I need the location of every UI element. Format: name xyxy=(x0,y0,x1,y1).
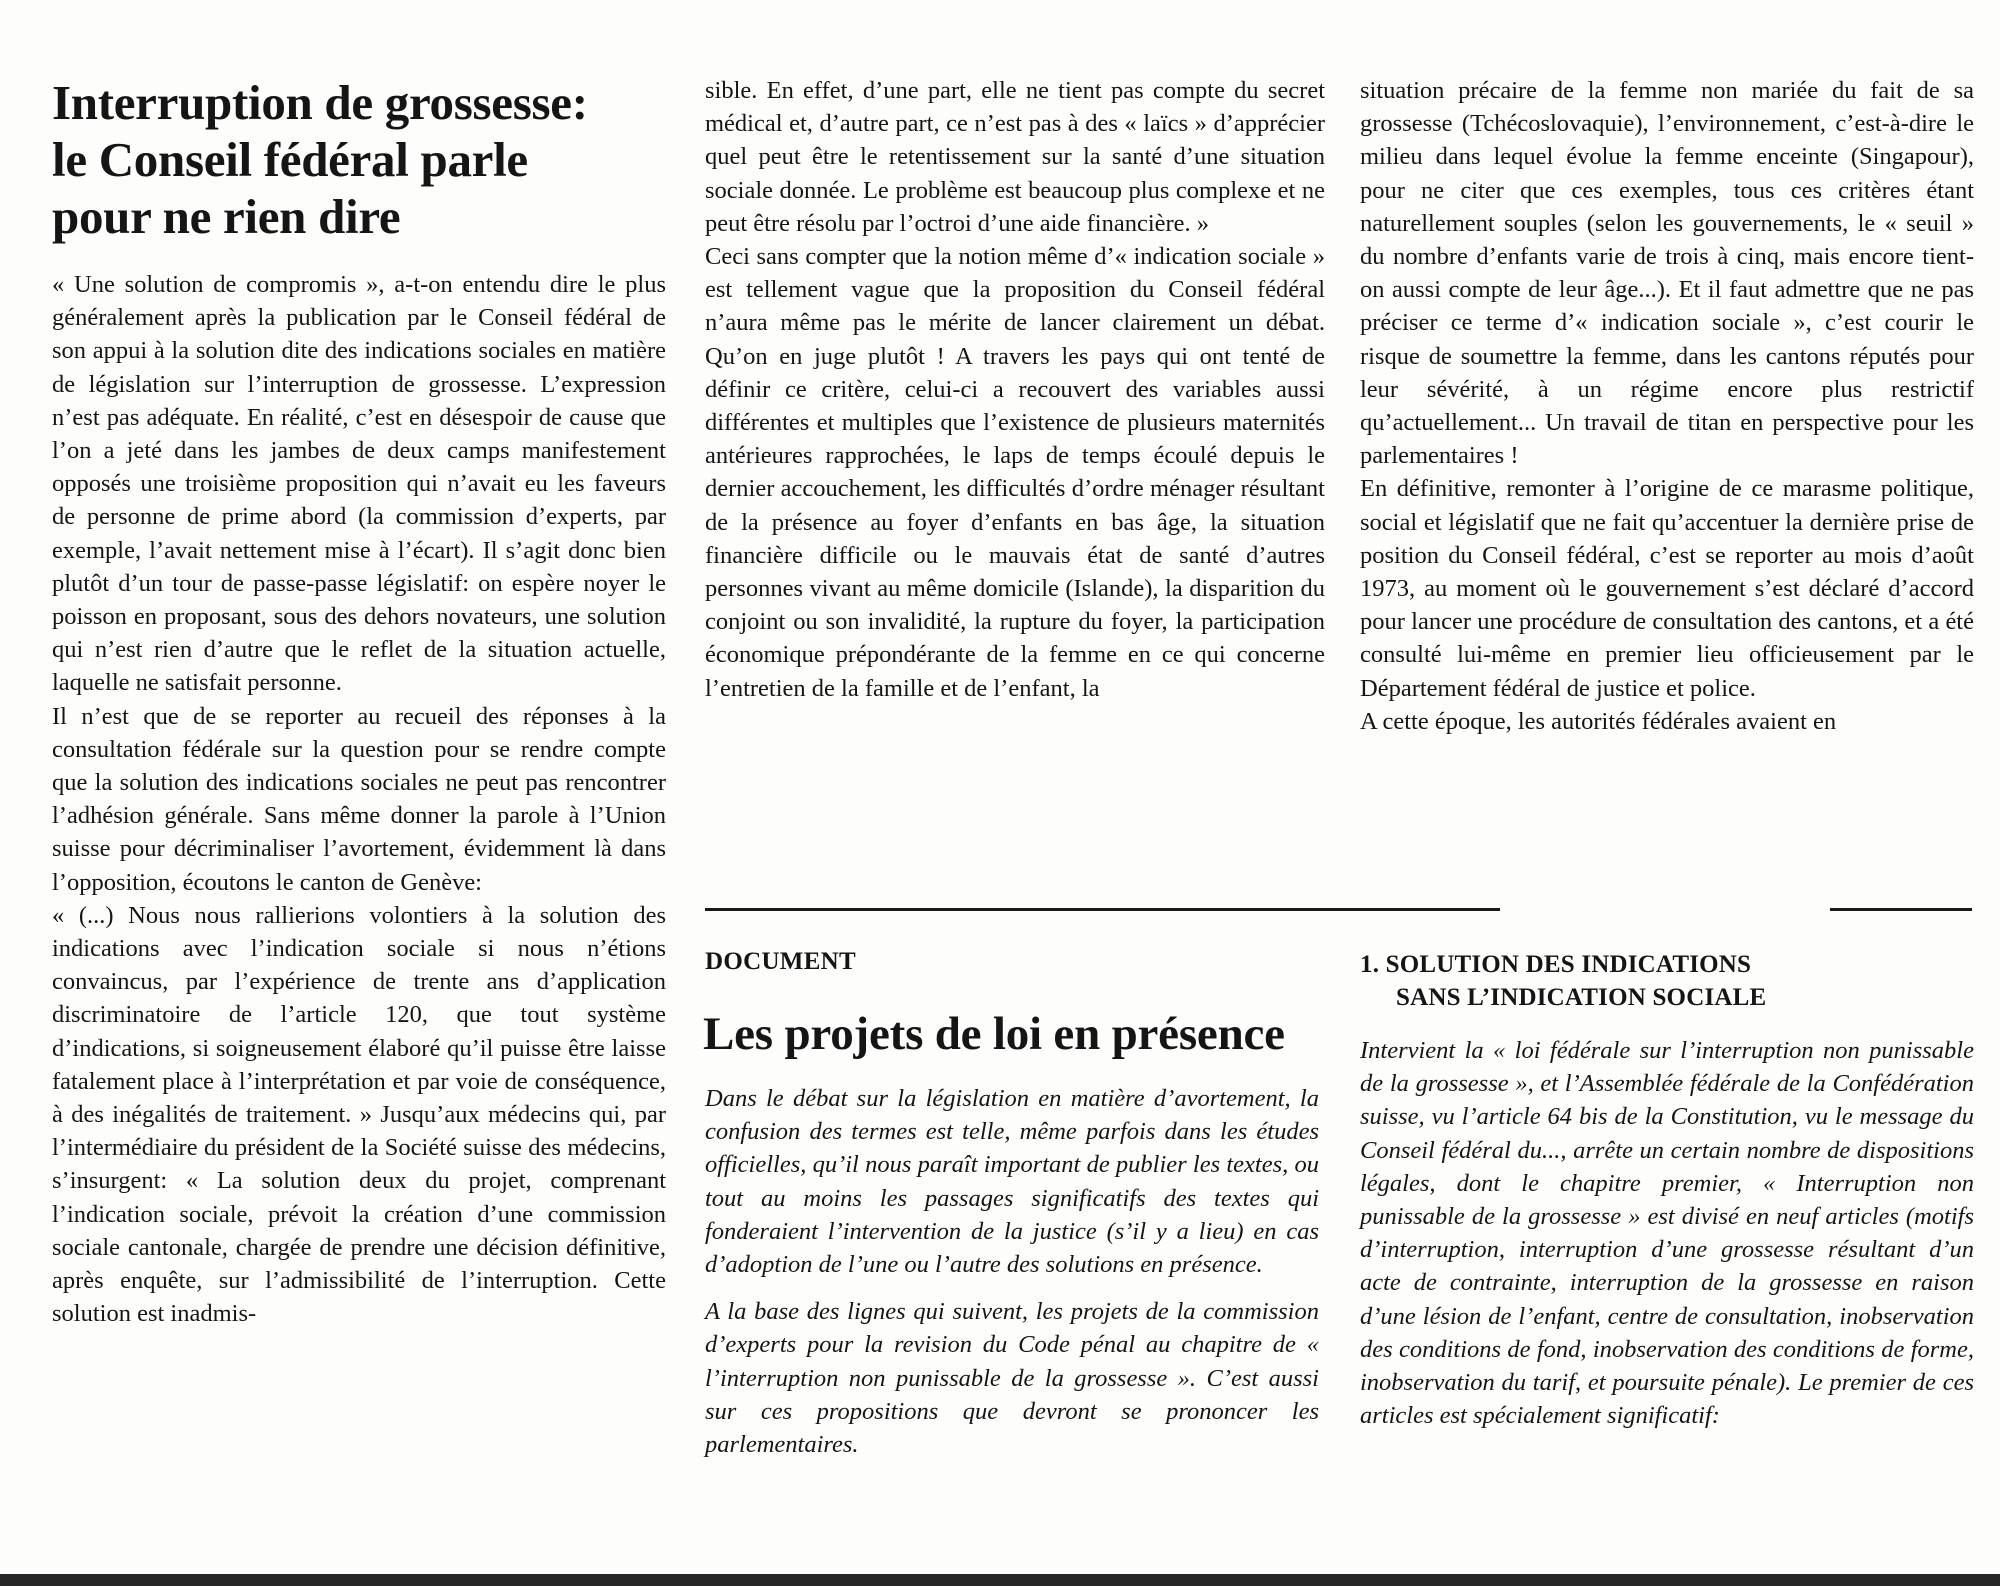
headline-line-1: Interruption de grossesse: xyxy=(52,75,588,130)
article-paragraph: A cette époque, les autorités fédérales avaient en xyxy=(1360,707,1837,735)
section-heading xyxy=(1360,948,1960,1014)
article-paragraph: « (...) Nous nous rallierions volontiers à la solution des indications avec l’indication sociale si nous n’étions convaincus, par l’expérience de trente ans d’application discriminatoire de l’article 120, que tout système d’indications, si soigneusement élaboré qu’il puisse être laisse fatalement place à l’interprétation et par voie de conséquence, à des inégalités de traitement. » Jusqu’aux médecins qui, par l’intermédiaire du président de la Société suisse des médecins, s’insurgent: « La solution deux du projet, comprenant l’indication sociale, prévoit la création d’une commission sociale cantonale, chargée de prendre une décision définitive, après enquête, sur l’admissibilité de l’interruption. Cette solution est inadmis- xyxy=(52,901,666,1328)
article-paragraph: En définitive, remonter à l’origine de ce marasme politique, social et législatif que ne fait qu’accentuer la dernière prise de position du Conseil fédéral, c’est se reporter au mois d’août 1973, au moment où le gouvernement s’est déclaré d’accord pour lancer une procédure de consultation des cantons, et a été consulté lui-même en premier lieu officieusement par le Département fédéral de justice et police. xyxy=(1360,475,1974,702)
article-paragraph: situation précaire de la femme non mariée du fait de sa grossesse (Tchécoslovaquie), l’environnement, c’est-à-dire le milieu dans lequel évolue la femme enceinte (Singapour), pour ne citer que ces exemples, tous ces critères étant naturellement souples (selon les gouvernements, le « seuil » du nombre d’enfants varie de trois à cinq, mais encore tient-on aussi compte de leur âge...). Et il faut admettre que ne pas préciser ce terme d’« indication sociale », c’est courir le risque de soumettre la femme, dans les cantons réputés pour leur sévérité, à un régime encore plus restrictif qu’actuellement... Un travail de titan en perspective pour les parlementaires ! xyxy=(1360,77,1974,470)
headline-line-3: pour ne rien dire xyxy=(52,189,401,244)
article-column-3 xyxy=(1360,74,1974,738)
section-divider xyxy=(705,908,1500,911)
document-intro xyxy=(705,1082,1319,1461)
section-heading-line-2: SANS L’INDICATION SOCIALE xyxy=(1396,984,1767,1011)
section-heading-line-1: 1. SOLUTION DES INDICATIONS xyxy=(1360,951,1752,978)
article-paragraph: Ceci sans compter que la notion même d’« indication sociale » est tellement vague que la proposition du Conseil fédéral n’aura même pas le mérite de lancer clairement un débat. Qu’on en juge plutôt ! A travers les pays qui ont tenté de définir ce critère, celui-ci a recouvert des variables aussi différentes et multiples que l’existence de plusieurs maternités antérieures rapprochées, le laps de temps écoulé depuis le dernier accouchement, les difficultés d’ordre ménager résultant de la présence au foyer d’enfants en bas âge, la situation financière difficile ou le mauvais état de santé d’autres personnes vivant au même domicile (Islande), la disparition du conjoint ou son invalidité, la rupture du foyer, la participation économique prépondérante de la femme en ce qui concerne l’entretien de la famille et de l’enfant, la xyxy=(705,243,1325,702)
document-title: Les projets de loi en présence xyxy=(703,1008,1285,1060)
headline-line-2: le Conseil fédéral parle xyxy=(52,132,528,187)
section-divider xyxy=(1830,908,1972,911)
page-bottom-edge xyxy=(0,1574,2000,1586)
document-label: DOCUMENT xyxy=(705,948,857,975)
article-paragraph: sible. En effet, d’une part, elle ne tient pas compte du secret médical et, d’autre part, ce n’est pas à des « laïcs » d’apprécier quel peut être le retentissement sur la santé d’une situation sociale donnée. Le problème est beaucoup plus complexe et ne peut être résolu par l’octroi d’une aide financière. » xyxy=(705,77,1325,237)
article-column-1 xyxy=(52,268,666,1331)
document-intro-paragraph: A la base des lignes qui suivent, les projets de la commission d’experts pour la revision du Code pénal au chapitre de « l’interruption non punissable de la grossesse ». C’est aussi sur ces propositions que devront se prononcer les parlementaires. xyxy=(705,1298,1319,1459)
section-body-paragraph: Intervient la « loi fédérale sur l’interruption non punissable de la grossesse », et l’Assemblée fédérale de la Confédération suisse, vu l’article 64 bis de la Constitution, vu le message du Conseil fédéral du..., arrête un certain nombre de dispositions légales, dont le chapitre premier, « Interruption non punissable de la grossesse » est divisé en neuf articles (motifs d’interruption, interruption d’une grossesse résultant d’un acte de contrainte, interruption de la grossesse en raison d’une lésion de l’enfant, centre de consultation, inobservation des conditions de fond, inobservation des conditions de forme, inobservation du tarif, et poursuite pénale). Le premier de ces articles est spécialement significatif: xyxy=(1360,1037,1974,1430)
article-paragraph: Il n’est que de se reporter au recueil des réponses à la consultation fédérale sur la question pour se rendre compte que la solution des indications sociales ne peut pas rencontrer l’adhésion générale. Sans même donner la parole à l’Union suisse pour décriminaliser l’avortement, évidemment là dans l’opposition, écoutons le canton de Genève: xyxy=(52,702,666,896)
section-body xyxy=(1360,1034,1974,1432)
document-intro-paragraph: Dans le débat sur la législation en matière d’avortement, la confusion des termes est telle, même parfois dans les études officielles, qu’il nous paraît important de publier les textes, ou tout au moins les passages significatifs des textes qui fonderaient l’intervention de la justice (s’il y a lieu) en cas d’adoption de l’une ou l’autre des solutions en présence. xyxy=(705,1085,1319,1279)
article-column-2 xyxy=(705,74,1325,705)
article-headline xyxy=(52,74,692,245)
article-paragraph: « Une solution de compromis », a-t-on entendu dire le plus généralement après la publication par le Conseil fédéral de son appui à la solution dite des indications sociales en matière de législation sur l’interruption de grossesse. L’expression n’est pas adéquate. En réalité, c’est en désespoir de cause que l’on a jeté dans les jambes de deux camps manifestement opposés une troisième proposition qui n’avait eu les faveurs de personne de prime abord (la commission d’experts, par exemple, l’avait nettement mise à l’écart). Il s’agit donc bien plutôt d’un tour de passe-passe législatif: on espère noyer le poisson en proposant, sous des dehors novateurs, une solution qui n’est rien d’autre que le reflet de la situation actuelle, laquelle ne satisfait personne. xyxy=(52,271,666,697)
